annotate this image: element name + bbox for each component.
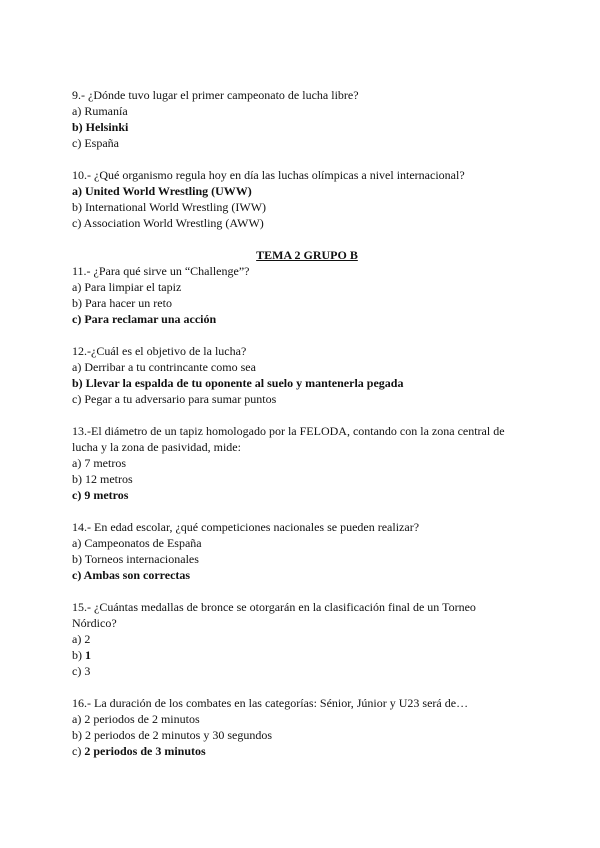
question-text-line-2: lucha y la zona de pasividad, mide: (72, 440, 241, 454)
question-12 (72, 343, 542, 407)
question-text: 16.- La duración de los combates en las categorías: Sénior, Júnior y U23 será de… (72, 696, 469, 710)
question-14 (72, 519, 542, 583)
correct-answer: 2 periodos de 3 minutos (84, 744, 206, 758)
option-b: b) International World Wrestling (IWW) (72, 200, 267, 214)
correct-answer: 1 (85, 648, 91, 662)
section-title: TEMA 2 GRUPO B (256, 248, 358, 262)
option-c-correct: c) 9 metros (72, 488, 129, 502)
question-15 (72, 599, 542, 679)
option-a-correct: a) United World Wrestling (UWW) (72, 184, 252, 198)
option-a: a) 2 periodos de 2 minutos (72, 712, 200, 726)
question-text: 11.- ¿Para qué sirve un “Challenge”? (72, 264, 250, 278)
question-text-line-2: Nórdico? (72, 616, 117, 630)
option-a: a) Rumanía (72, 104, 128, 118)
question-13 (72, 423, 542, 503)
option-prefix: b) (72, 648, 85, 662)
option-b: b) 2 periodos de 2 minutos y 30 segundos (72, 728, 272, 742)
option-a: a) Para limpiar el tapiz (72, 280, 182, 294)
option-a: a) 7 metros (72, 456, 126, 470)
question-text: 10.- ¿Qué organismo regula hoy en día las luchas olímpicas a nivel internacional? (72, 168, 465, 182)
option-a: a) Derribar a tu contrincante como sea (72, 360, 256, 374)
option-b-correct: b) Llevar la espalda de tu oponente al suelo y mantenerla pegada (72, 376, 404, 390)
option-b-correct: b) Helsinki (72, 120, 129, 134)
option-c-correct: c) Para reclamar una acción (72, 312, 217, 326)
question-text-line-1: 13.-El diámetro de un tapiz homologado por la FELODA, contando con la zona central de (72, 424, 505, 438)
option-b: b) Torneos internacionales (72, 552, 199, 566)
option-a: a) 2 (72, 632, 91, 646)
option-c: c) España (72, 136, 119, 150)
option-b: b) 12 metros (72, 472, 133, 486)
question-text: 12.-¿Cuál es el objetivo de la lucha? (72, 344, 247, 358)
option-c: c) Association World Wrestling (AWW) (72, 216, 264, 230)
question-9 (72, 87, 542, 151)
question-10 (72, 167, 542, 231)
quiz-content (72, 87, 542, 775)
question-11 (72, 263, 542, 327)
question-text: 14.- En edad escolar, ¿qué competiciones nacionales se pueden realizar? (72, 520, 420, 534)
question-text: 9.- ¿Dónde tuvo lugar el primer campeonato de lucha libre? (72, 88, 359, 102)
option-c-correct: c) Ambas son correctas (72, 568, 191, 582)
question-text-line-1: 15.- ¿Cuántas medallas de bronce se otorgarán en la clasificación final de un Torneo (72, 600, 476, 614)
option-b-correct (72, 647, 542, 663)
option-b: b) Para hacer un reto (72, 296, 172, 310)
option-prefix: c) (72, 744, 85, 758)
option-c: c) 3 (72, 664, 91, 678)
option-c-correct (72, 743, 542, 759)
option-a: a) Campeonatos de España (72, 536, 202, 550)
option-c: c) Pegar a tu adversario para sumar puntos (72, 392, 277, 406)
question-16 (72, 695, 542, 759)
